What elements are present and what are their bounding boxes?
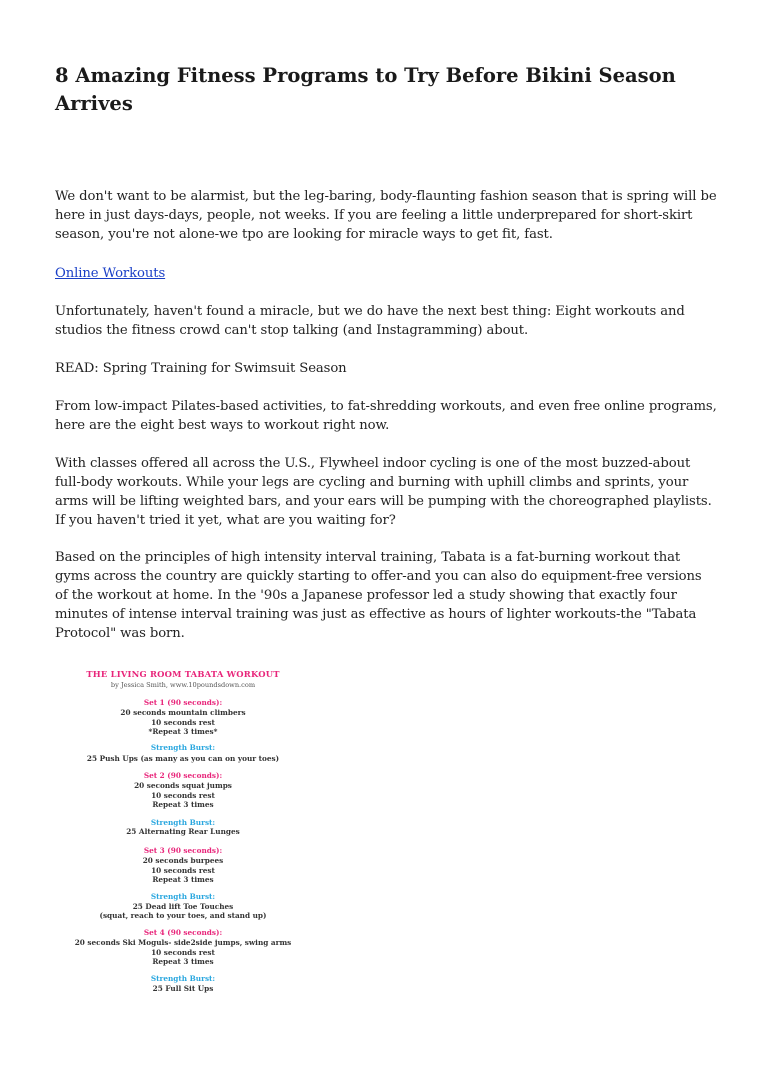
strength-burst-3-heading: Strength Burst: bbox=[150, 892, 216, 901]
set-3-line: 20 seconds burpees bbox=[142, 856, 224, 865]
tabata-workout-infographic bbox=[58, 664, 308, 1004]
set-2-line: 10 seconds rest bbox=[151, 791, 215, 800]
set-1-heading: Set 1 (90 seconds): bbox=[143, 698, 223, 707]
infographic-byline: by Jessica Smith, www.10poundsdown.com bbox=[110, 681, 256, 689]
set-2-line: 20 seconds squat jumps bbox=[134, 781, 232, 790]
infographic-title: THE LIVING ROOM TABATA WORKOUT bbox=[86, 669, 280, 679]
set-3-line: Repeat 3 times bbox=[152, 875, 214, 884]
set-1-line: 10 seconds rest bbox=[151, 718, 215, 727]
set-1-line: 20 seconds mountain climbers bbox=[120, 708, 246, 717]
flywheel-paragraph: With classes offered all across the U.S., Flywheel indoor cycling is one of the most buzzed-about full-body workouts. While your legs are cycling and burning with uphill climbs and sprints, your arms will be lifting weighted bars, and your ears will be pumping with the choreographed playlists. If you haven't tried it yet, what are you waiting for? bbox=[55, 456, 712, 528]
set-4-heading: Set 4 (90 seconds): bbox=[143, 928, 223, 937]
set-2-heading: Set 2 (90 seconds): bbox=[143, 771, 223, 780]
set-2-line: Repeat 3 times bbox=[152, 800, 214, 809]
set-3-heading: Set 3 (90 seconds): bbox=[143, 846, 223, 855]
strength-burst-3-line: 25 Dead lift Toe Touches bbox=[132, 902, 234, 911]
article-title: 8 Amazing Fitness Programs to Try Before Bikini Season Arrives bbox=[55, 64, 676, 115]
strength-burst-4-line: 25 Full Sit Ups bbox=[152, 984, 214, 993]
online-workouts-paragraph bbox=[55, 264, 717, 283]
set-4-line: 20 seconds Ski Moguls- side2side jumps, swing arms bbox=[74, 938, 292, 947]
read-paragraph: READ: Spring Training for Swimsuit Season bbox=[55, 361, 347, 376]
strength-burst-1-line: 25 Push Ups (as many as you can on your toes) bbox=[86, 754, 280, 763]
strength-burst-2-heading: Strength Burst: bbox=[150, 818, 216, 827]
miracle-paragraph: Unfortunately, haven't found a miracle, but we do have the next best thing: Eight workouts and studios the fitness crowd can't stop talking (and Instagramming) about. bbox=[55, 304, 685, 338]
set-3-line: 10 seconds rest bbox=[151, 866, 215, 875]
strength-burst-2-line: 25 Alternating Rear Lunges bbox=[126, 827, 240, 836]
strength-burst-4-heading: Strength Burst: bbox=[150, 974, 216, 983]
strength-burst-1-heading: Strength Burst: bbox=[150, 743, 216, 752]
intro-paragraph: We don't want to be alarmist, but the leg-baring, body-flaunting fashion season that is spring will be here in just days-days, people, not weeks. If you are feeling a little underprepared for short-skirt season, you're not alone-we tpo are looking for miracle ways to get fit, fast. bbox=[55, 189, 717, 242]
set-4-line: Repeat 3 times bbox=[152, 957, 214, 966]
set-4-line: 10 seconds rest bbox=[151, 948, 215, 957]
online-workouts-link[interactable]: Online Workouts bbox=[55, 266, 166, 281]
strength-burst-3-line: (squat, reach to your toes, and stand up) bbox=[99, 911, 267, 920]
set-1-line: *Repeat 3 times* bbox=[148, 727, 218, 736]
low-impact-paragraph: From low-impact Pilates-based activities, to fat-shredding workouts, and even free online programs, here are the eight best ways to workout right now. bbox=[55, 399, 717, 433]
tabata-paragraph: Based on the principles of high intensity interval training, Tabata is a fat-burning workout that gyms across the country are quickly starting to offer-and you can also do equipment-free versions of the workout at home. In the '90s a Japanese professor led a study showing that exactly four minutes of intense interval training was just as effective as hours of lighter workouts-the "Tabata Protocol" was born. bbox=[55, 550, 702, 641]
